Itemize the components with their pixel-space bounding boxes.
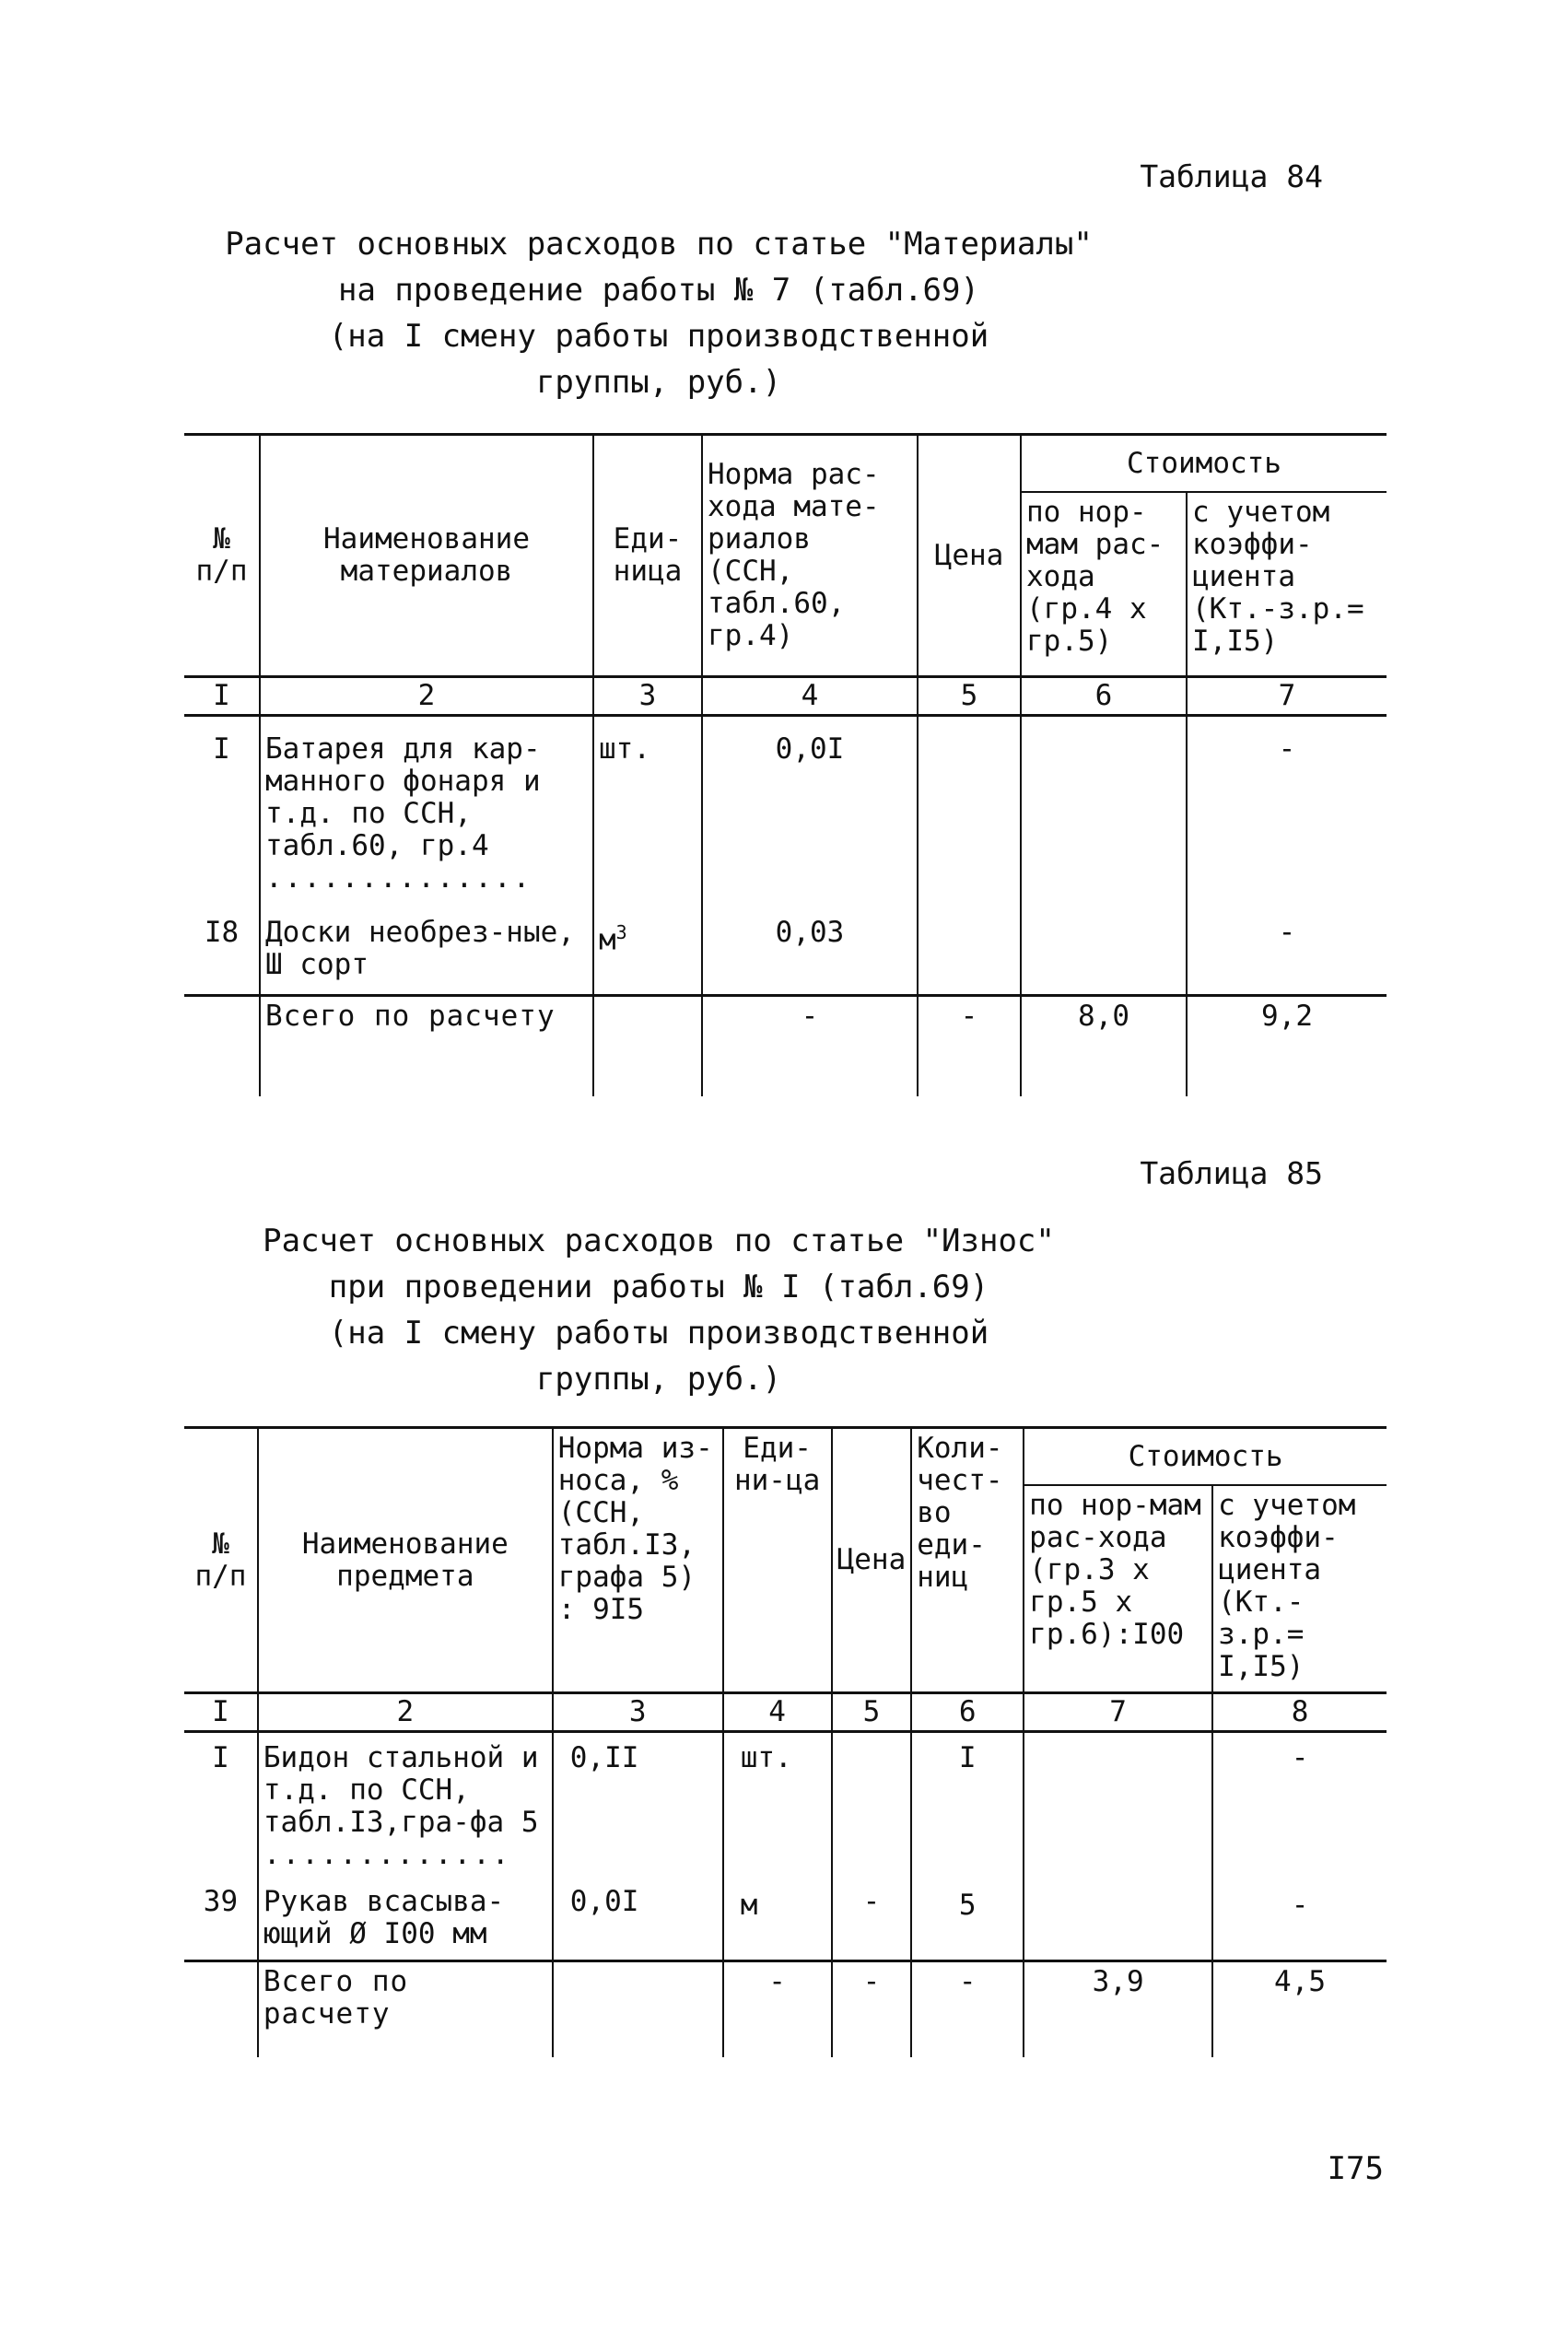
row-num: I [184, 716, 260, 899]
header-cost: Стоимость [1021, 435, 1387, 493]
total-row [184, 1961, 1387, 2058]
page-number: I75 [1327, 2150, 1384, 2187]
row-norm: 0,0I [702, 716, 918, 899]
total-row [184, 996, 1387, 1097]
row-unit: шт. [593, 716, 702, 899]
row-num: 39 [184, 1875, 258, 1961]
row-name [258, 1732, 553, 1876]
row-qty: 5 [911, 1875, 1024, 1961]
table-85-caption: Таблица 85 [1140, 1155, 1323, 1191]
row-name [260, 716, 593, 899]
table-84-title-line: Расчет основных расходов по статье "Материалы" [225, 226, 1093, 263]
row-name-text: Батарея для кар-манного фонаря и т.д. по ССН, табл.60, гр.4 [265, 732, 541, 862]
row-norm: 0,0I [553, 1875, 723, 1961]
col-num: I [184, 1693, 258, 1732]
col-num: 7 [1187, 677, 1387, 716]
header-unit: Еди-ни-ца [723, 1428, 832, 1693]
row-cost-norm [1024, 1875, 1212, 1961]
row-norm: 0,03 [702, 898, 918, 996]
col-num: 7 [1024, 1693, 1212, 1732]
table-85-title [0, 1218, 1317, 1402]
total-cost-norm: 8,0 [1021, 996, 1187, 1097]
row-name-text: Бидон стальной и т.д. по ССН, табл.I3,гра-фа 5 [263, 1741, 539, 1839]
total-cost-coef: 4,5 [1212, 1961, 1387, 2058]
table-85 [184, 1426, 1387, 2057]
table-84-title-line: группы, руб.) [535, 364, 782, 401]
col-num: I [184, 677, 260, 716]
row-cost-coef: - [1212, 1732, 1387, 1876]
row-price: - [832, 1875, 912, 1961]
row-cost-coef: - [1187, 716, 1387, 899]
row-unit-text: м [599, 923, 616, 957]
header-cost-norm: по нор-мам рас-хода (гр.3 х гр.5 х гр.6):I00 [1024, 1485, 1212, 1693]
row-name: Доски необрез-ные, Ш сорт [260, 898, 593, 996]
table-84-caption: Таблица 84 [1140, 158, 1323, 194]
header-name: Наименование предмета [258, 1428, 553, 1693]
header-price: Цена [918, 435, 1021, 677]
header-num: № п/п [184, 1428, 258, 1693]
row-cost-norm [1021, 716, 1187, 899]
table-row [184, 898, 1387, 996]
col-num: 4 [723, 1693, 832, 1732]
total-qty: - [911, 1961, 1024, 2058]
row-price [918, 716, 1021, 899]
table-row [184, 716, 1387, 899]
total-unit [593, 996, 702, 1097]
row-unit: м [723, 1875, 832, 1961]
table-84-title-line: (на I смену работы производственной [328, 318, 989, 355]
header-cost-norm: по нор-мам рас-хода (гр.4 х гр.5) [1021, 492, 1187, 677]
table-85-title-line: при проведении работы № I (табл.69) [328, 1269, 989, 1305]
total-label: Всего по расчету [260, 996, 593, 1097]
row-separator-dots: ............. [263, 1838, 511, 1871]
table-85-title-line: (на I смену работы производственной [328, 1315, 989, 1352]
col-num: 2 [258, 1693, 553, 1732]
row-unit-superscript: 3 [615, 921, 627, 943]
header-qty: Коли-чест-во еди-ниц [911, 1428, 1024, 1693]
header-unit: Еди-ница [593, 435, 702, 677]
row-unit: шт. [723, 1732, 832, 1876]
row-separator-dots: .............. [265, 861, 532, 895]
row-num: I8 [184, 898, 260, 996]
header-name: Наименование материалов [260, 435, 593, 677]
table-84-title [0, 221, 1317, 405]
header-cost-coef: с учетом коэффи-циента (Кт.-з.р.= I,I5) [1212, 1485, 1387, 1693]
header-cost: Стоимость [1024, 1428, 1387, 1486]
row-cost-norm [1024, 1732, 1212, 1876]
row-cost-coef: - [1212, 1875, 1387, 1961]
header-price: Цена [832, 1428, 912, 1693]
table-85-title-line: группы, руб.) [535, 1361, 782, 1398]
total-norm: - [702, 996, 918, 1097]
total-cost-coef: 9,2 [1187, 996, 1387, 1097]
col-num: 5 [918, 677, 1021, 716]
total-price: - [832, 1961, 912, 2058]
table-84 [184, 433, 1387, 1096]
table-85-title-line: Расчет основных расходов по статье "Износ" [263, 1223, 1055, 1259]
row-name: Рукав всасыва-ющий Ø I00 мм [258, 1875, 553, 1961]
header-norm: Норма рас-хода мате-риалов (ССН, табл.60, гр.4) [702, 435, 918, 677]
row-norm: 0,II [553, 1732, 723, 1876]
col-num: 6 [911, 1693, 1024, 1732]
row-unit [593, 898, 702, 996]
col-num: 3 [553, 1693, 723, 1732]
row-num: I [184, 1732, 258, 1876]
total-unit: - [723, 1961, 832, 2058]
header-norm: Норма из-носа, % (ССН, табл.I3, графа 5) : 9I5 [553, 1428, 723, 1693]
row-price [918, 898, 1021, 996]
col-num: 4 [702, 677, 918, 716]
col-num: 2 [260, 677, 593, 716]
total-norm [553, 1961, 723, 2058]
col-num: 8 [1212, 1693, 1387, 1732]
col-num: 6 [1021, 677, 1187, 716]
col-num: 5 [832, 1693, 912, 1732]
row-qty: I [911, 1732, 1024, 1876]
table-row [184, 1732, 1387, 1876]
table-84-title-line: на проведение работы № 7 (табл.69) [338, 272, 979, 309]
total-price: - [918, 996, 1021, 1097]
total-cost-norm: 3,9 [1024, 1961, 1212, 2058]
total-label: Всего по расчету [258, 1961, 553, 2058]
row-cost-coef: - [1187, 898, 1387, 996]
header-cost-coef: с учетом коэффи-циента (Кт.-з.р.= I,I5) [1187, 492, 1387, 677]
row-price [832, 1732, 912, 1876]
row-cost-norm [1021, 898, 1187, 996]
col-num: 3 [593, 677, 702, 716]
table-row [184, 1875, 1387, 1961]
header-num: № п/п [184, 435, 260, 677]
